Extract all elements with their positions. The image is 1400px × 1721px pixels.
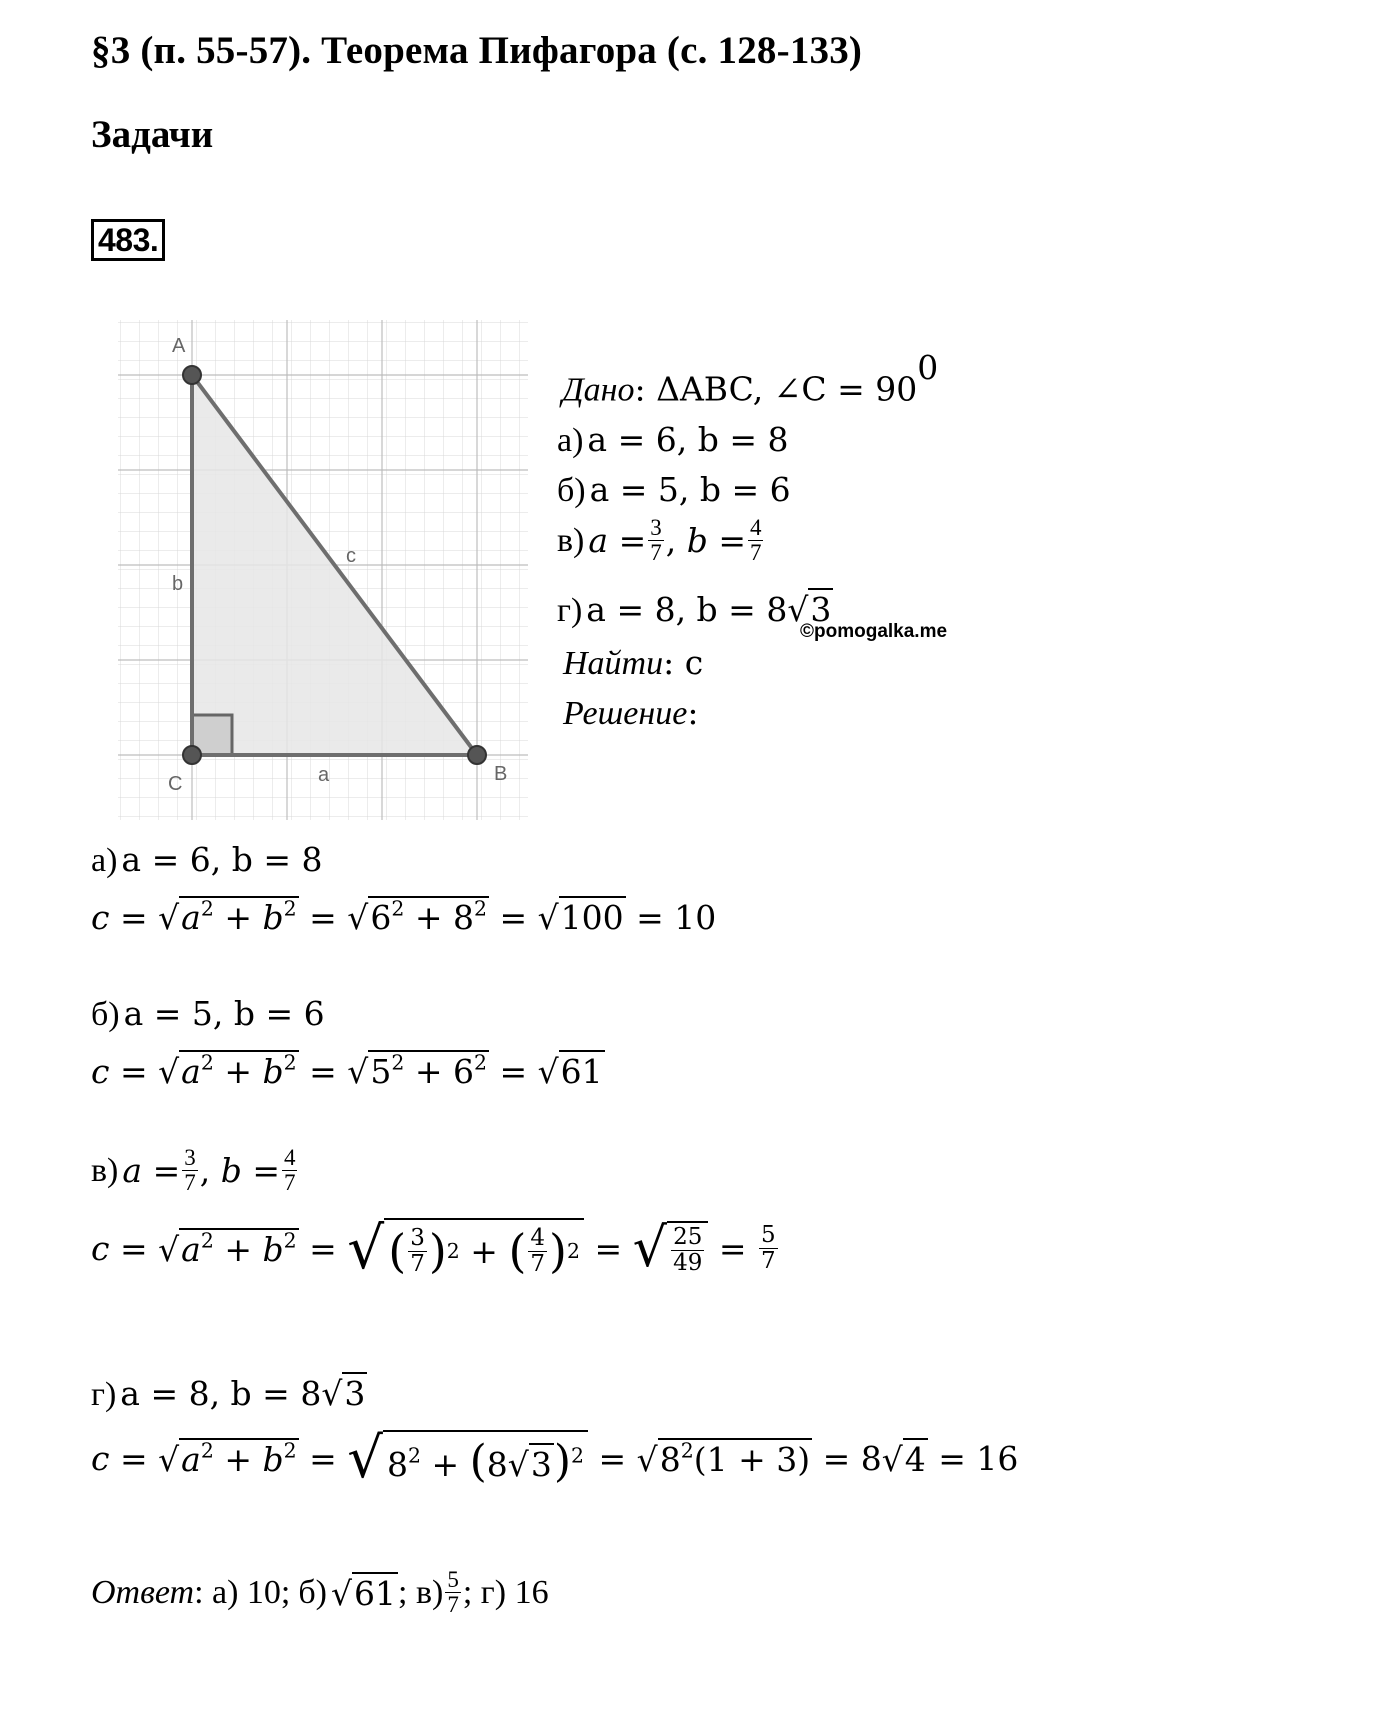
- solution-label-line: Решение:: [563, 693, 699, 732]
- solution-g-formula: c = $√a^2 + b^2$ = √ $8^2 + (8√3)^2$ = $√8^2(1 + 3)$ = 8 √4 = 16: [91, 1425, 1019, 1491]
- triangle-figure: [110, 312, 535, 822]
- given-label: Дано: [562, 371, 635, 409]
- answer-label: Ответ: [91, 1573, 195, 1611]
- page-title: §3 (п. 55-57). Теорема Пифагора (с. 128-133): [91, 29, 863, 72]
- given-case-g: г) a = 8, b = 8√3: [557, 590, 832, 629]
- side-c-label: c: [346, 545, 356, 567]
- side-a-label: a: [318, 764, 330, 786]
- given-statement: [562, 348, 939, 409]
- vertex-a-label: A: [172, 335, 186, 357]
- section-subtitle: Задачи: [91, 113, 214, 156]
- solution-b-condition: б) a = 5, b = 6: [91, 994, 325, 1033]
- solution-v-condition: в) a = $\frac{3}{7}$ , b = $\frac{4}{7}$: [91, 1145, 296, 1196]
- vertex-b-point: [468, 746, 486, 764]
- watermark: ©pomogalka.me: [800, 621, 948, 642]
- given-case-a: а) a = 6, b = 8: [557, 420, 789, 459]
- answer-line: Ответ : а) 10; б) √61 ; в) $\frac{5}{7}$ ; г) 16: [91, 1567, 549, 1618]
- vertex-c-point: [183, 746, 201, 764]
- solution-a-condition: а) a = 6, b = 8: [91, 840, 323, 879]
- degree-sup: 0: [917, 348, 939, 387]
- vertex-a-point: [183, 366, 201, 384]
- problem-number: 483.: [91, 219, 165, 261]
- vertex-c-label: C: [168, 773, 183, 795]
- given-text: : ΔABC, ∠C = 90: [634, 369, 918, 409]
- solution-v-formula: c = $√a^2 + b^2$ = √ ( $\frac{3}{7}$ ) 2 + ( $\frac{4}{7}$ ) 2 = √ $\frac{25}{49}$ = $\frac{5}{7}$: [91, 1214, 776, 1282]
- solution-b-formula: $c = √a^2 + b^2 = √5^2 + 6^2 = √61$: [91, 1050, 603, 1091]
- side-b-label: b: [172, 573, 184, 595]
- given-case-v: в) a = $\frac{3}{7}$ , b = $\frac{4}{7}$: [557, 515, 762, 566]
- find-line: Найти: c: [563, 643, 704, 682]
- vertex-b-label: B: [494, 763, 508, 785]
- solution-g-condition: г) a = 8, b = 8√3: [91, 1374, 366, 1413]
- solution-a-formula: $c = √a^2 + b^2 = √6^2 + 8^2 = √100 = 10$: [91, 896, 717, 937]
- given-case-b: б) a = 5, b = 6: [557, 470, 791, 509]
